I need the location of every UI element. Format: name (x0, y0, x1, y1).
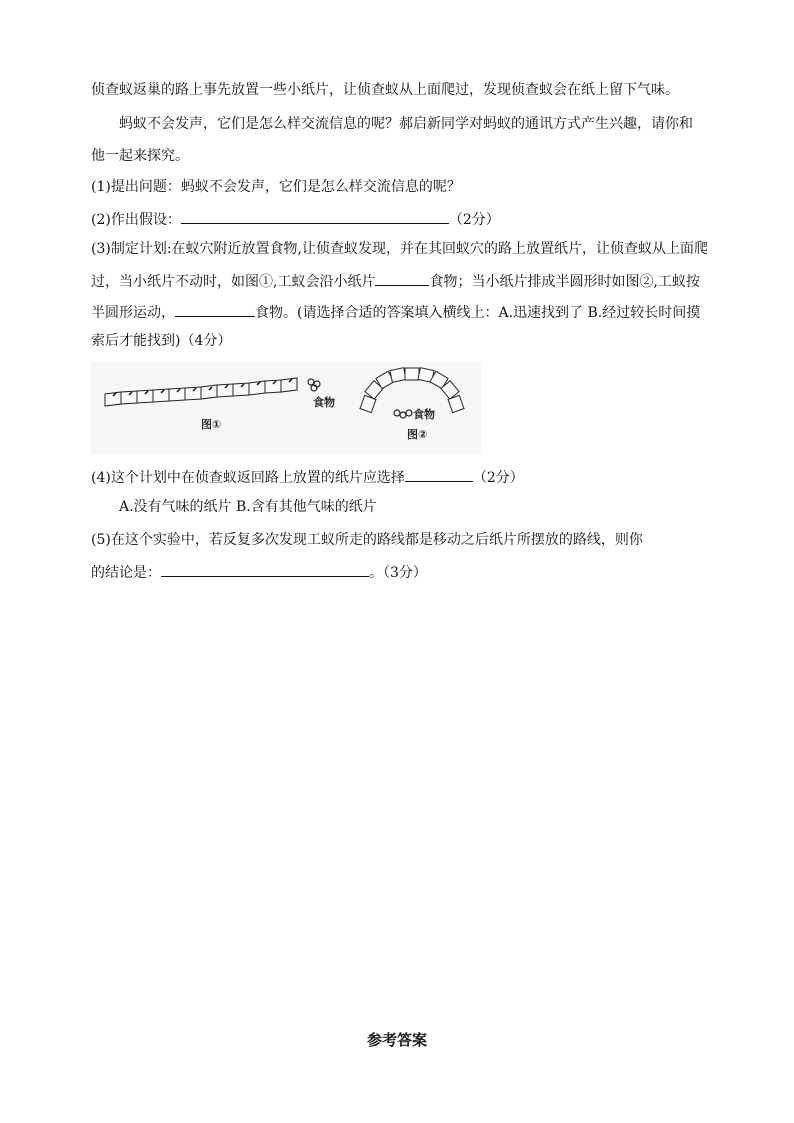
question-3-line3-b: 食物。(请选择合适的答案填入横线上：A.迅速找到了 B.经过较长时间摸 (255, 305, 701, 321)
experiment-figures (91, 362, 481, 454)
fig1-answer-blank[interactable] (375, 270, 429, 286)
question-5-prefix: 的结论是： (91, 565, 161, 581)
figure-2-paper-arch (360, 368, 464, 413)
question-2 (91, 208, 500, 230)
figure-1-food-label: 食物 (313, 396, 335, 409)
question-2-prefix: (2)作出假设： (91, 212, 181, 228)
figure-1-food-icon (308, 379, 320, 391)
hypothesis-blank[interactable] (181, 208, 449, 224)
question-5-line1: (5)在这个实验中，若反复多次发现工蚁所走的路线都是移动之后纸片所摆放的路线，则你 (91, 532, 643, 548)
figure-2-food-label: 食物 (413, 408, 435, 421)
question-3-line2-a: 过，当小纸片不动时，如图①,工蚁会沿小纸片 (91, 274, 376, 290)
question-4-score: （2分） (472, 470, 524, 486)
fig2-answer-blank[interactable] (175, 301, 255, 317)
question-3-line1: (3)制定计划:在蚁穴附近放置食物,让侦查蚁发现，并在其回蚁穴的路上放置纸片，让侦查蚁从上面爬 (91, 241, 708, 257)
question-3-line2 (91, 270, 700, 292)
question-3-line3 (91, 301, 700, 323)
answer-section-title: 参考答案 (366, 1031, 427, 1049)
question-3-line2-b: 食物；当小纸片排成半圆形时如图②,工蚁按 (429, 274, 700, 290)
question-5-score: 。（3分） (369, 565, 427, 581)
question-3-line3-a: 半圆形运动， (91, 305, 175, 321)
question-5-line2 (91, 561, 427, 583)
question-2-score: （2分） (448, 212, 500, 228)
figure-1-paper-row (105, 378, 297, 406)
question-4-options: A.没有气味的纸片 B.含有其他气味的纸片 (119, 499, 377, 515)
paper-choice-blank[interactable] (405, 466, 473, 482)
paragraph-question-intro-cont: 他一起来探究。 (91, 148, 189, 164)
figure-2-food-icon (394, 410, 412, 418)
experiment-figures-svg (91, 362, 481, 454)
paragraph-question-intro: 蚂蚁不会发声，它们是怎么样交流信息的呢？郝启新同学对蚂蚁的通讯方式产生兴趣，请你和 (119, 116, 693, 132)
question-4 (91, 466, 524, 488)
conclusion-blank[interactable] (161, 561, 369, 577)
figure-2-label: 图② (407, 428, 428, 441)
figure-1-label: 图① (201, 418, 222, 431)
question-1: (1)提出问题：蚂蚁不会发声，它们是怎么样交流信息的呢？ (91, 179, 461, 195)
question-3-line4: 索后才能找到)（4分） (91, 333, 232, 349)
question-4-prefix: (4)这个计划中在侦查蚁返回路上放置的纸片应选择 (91, 470, 405, 486)
paragraph-intro: 侦查蚁返巢的路上事先放置一些小纸片，让侦查蚁从上面爬过，发现侦查蚁会在纸上留下气味。 (91, 82, 679, 98)
